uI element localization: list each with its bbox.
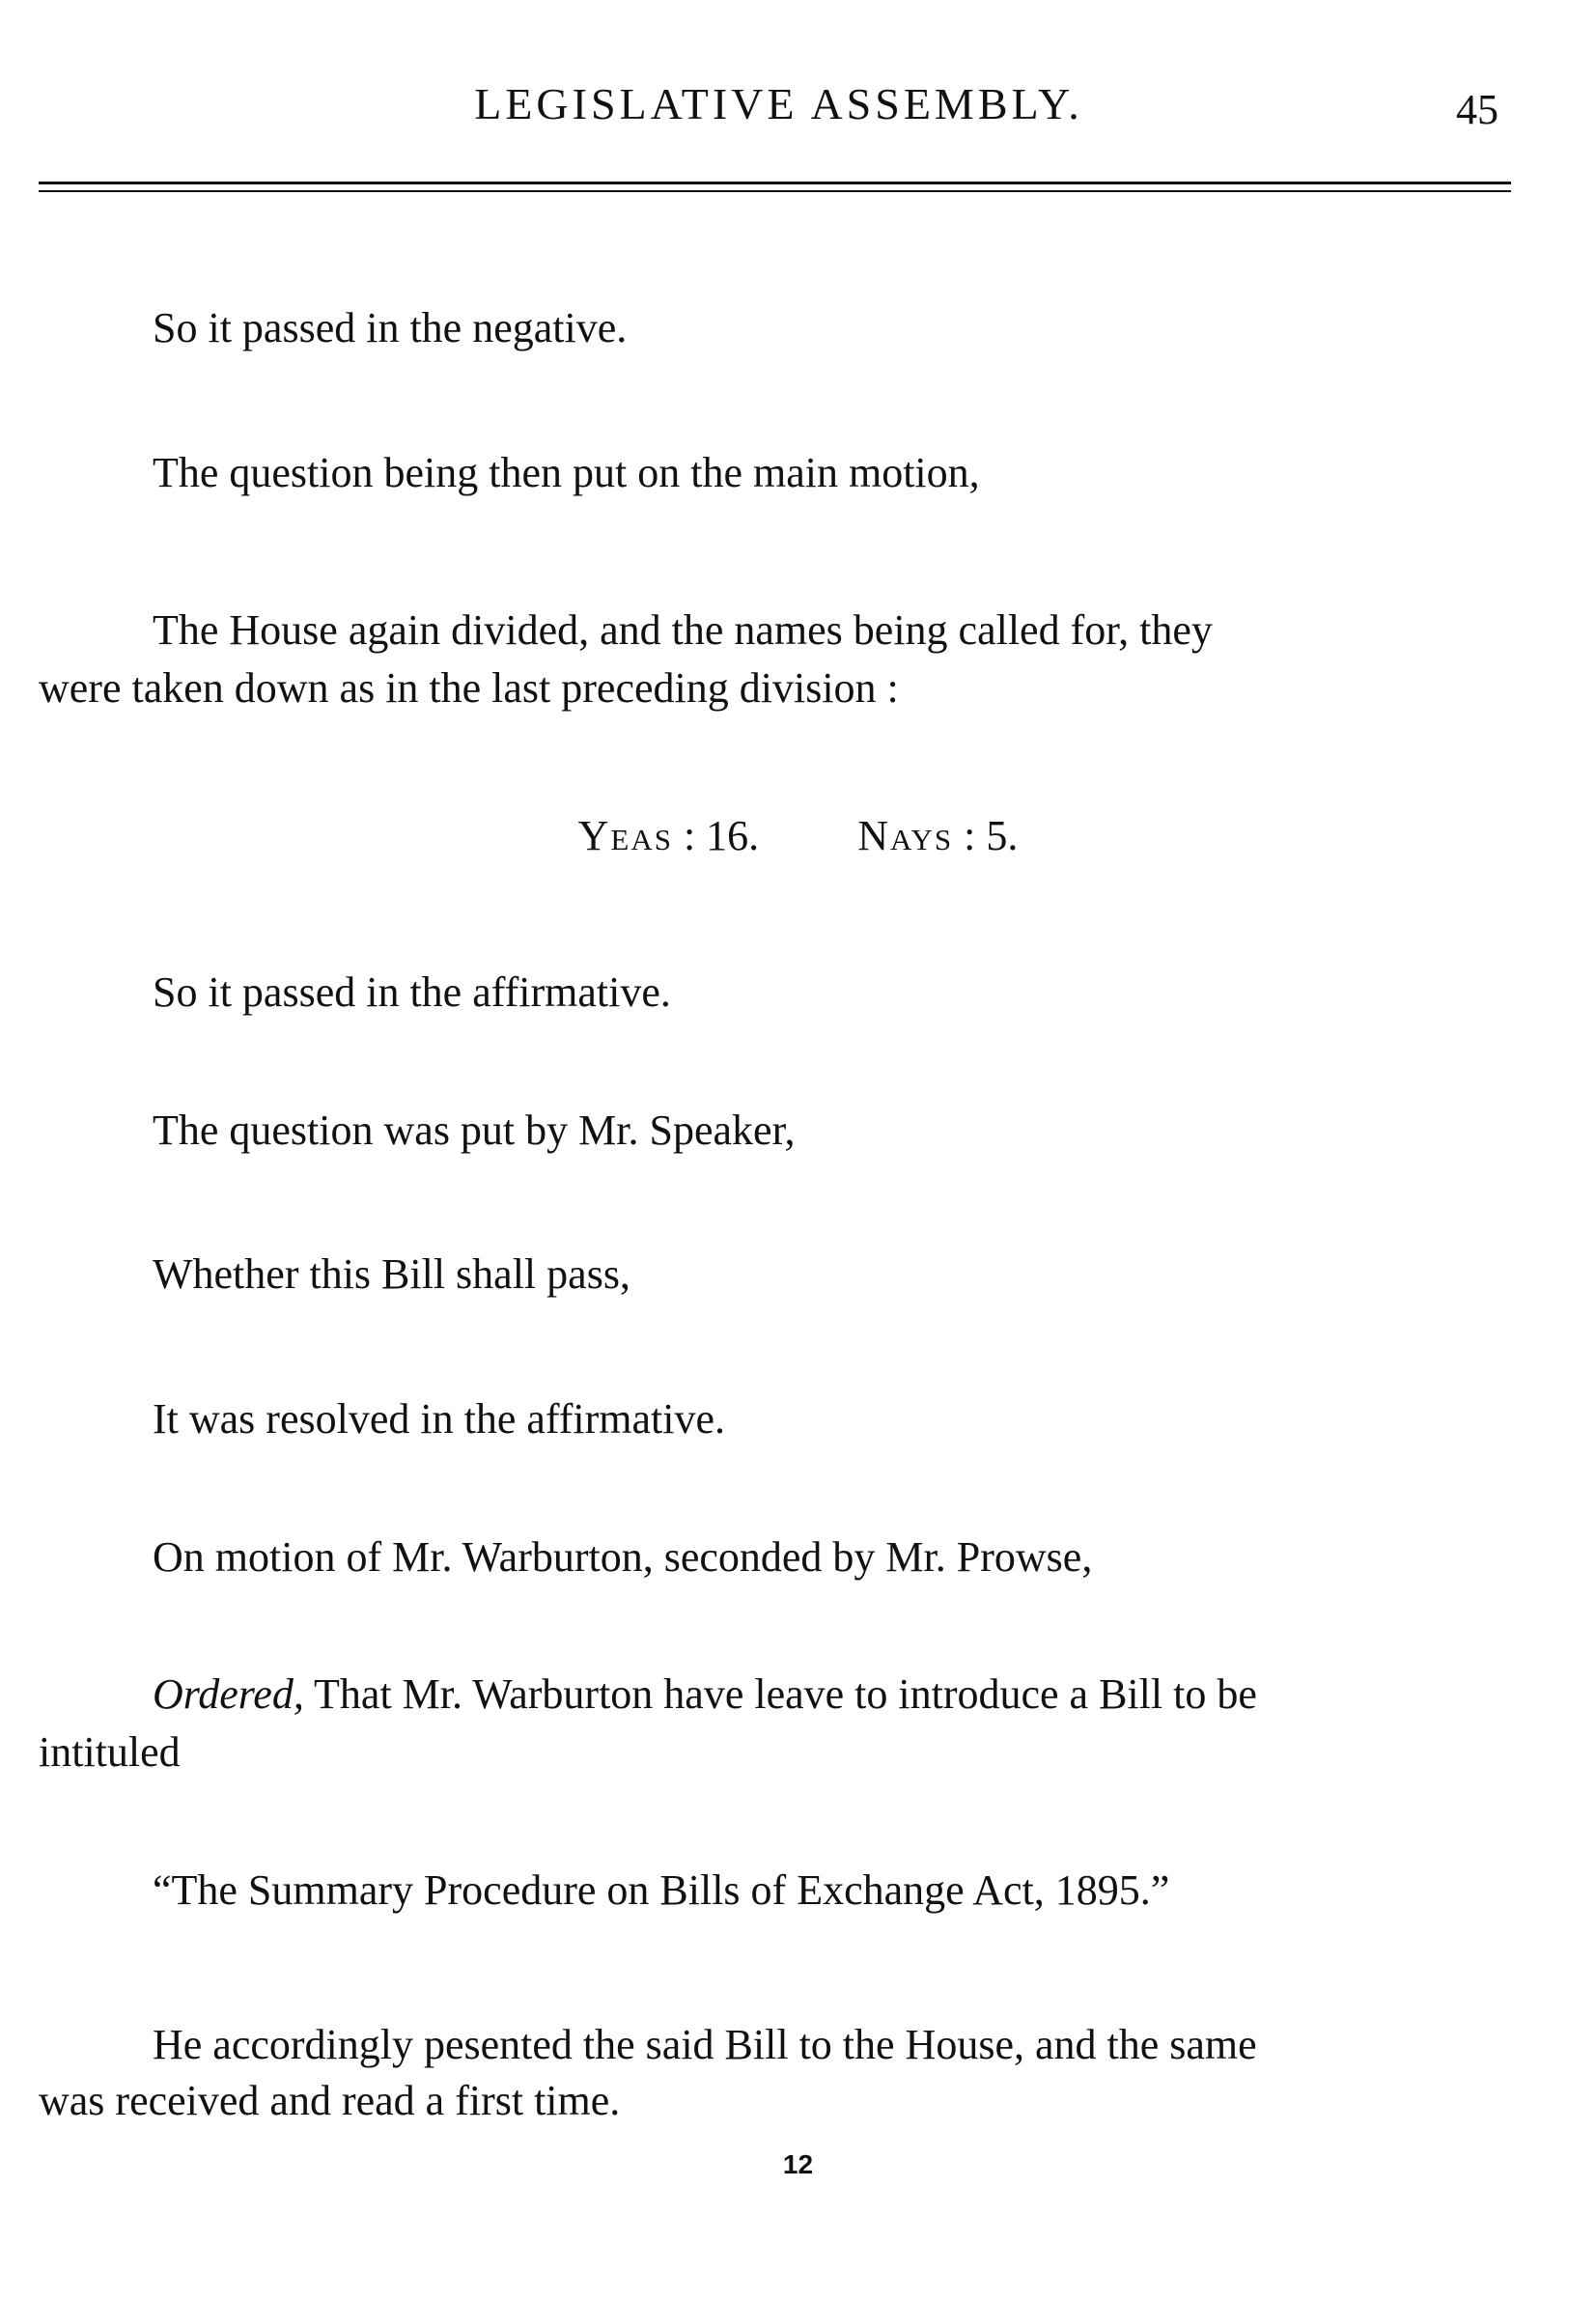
yeas-value: : 16. <box>683 812 760 859</box>
paragraph-ordered-line1 <box>153 1668 1257 1722</box>
ordered-word: Ordered, <box>153 1670 304 1718</box>
page-header-title <box>0 75 1596 133</box>
paragraph-negative: So it passed in the negative. <box>153 304 628 351</box>
presented-line1-text: He accordingly pesented the said Bill to the House, and the same <box>153 2021 1257 2068</box>
nays-label: Nays <box>857 812 954 859</box>
paragraph-resolved: It was resolved in the affirmative. <box>153 1395 725 1443</box>
printer-signature-mark: 12 <box>782 2149 814 2179</box>
paragraph-motion-warburton: On motion of Mr. Warburton, seconded by Mr. Prowse, <box>153 1533 1093 1581</box>
division-line1-text: The House again divided, and the names being called for, they <box>153 606 1213 654</box>
paragraph-act-title: “The Summary Procedure on Bills of Exchange Act, 1895.” <box>153 1866 1170 1914</box>
nays-value: : 5. <box>964 812 1019 859</box>
paragraph-division-line2: were taken down as in the last preceding division : <box>39 664 899 712</box>
ordered-rest: That Mr. Warburton have leave to introduce a Bill to be <box>314 1670 1257 1718</box>
paragraph-presented-line2: was received and read a first time. <box>39 2077 621 2124</box>
paragraph-main-motion: The question being then put on the main motion, <box>153 449 980 496</box>
header-title-text: LEGISLATIVE ASSEMBLY. <box>474 79 1083 128</box>
paragraph-division-line1 <box>153 603 1524 658</box>
yeas-label: Yeas <box>577 812 673 859</box>
page-number: 45 <box>1456 86 1498 133</box>
paragraph-affirmative: So it passed in the affirmative. <box>153 968 671 1016</box>
paragraph-ordered-line2: intituled <box>39 1728 181 1776</box>
paragraph-bill-pass: Whether this Bill shall pass, <box>153 1250 630 1298</box>
paragraph-presented-line1 <box>153 2018 1524 2072</box>
paragraph-question-speaker: The question was put by Mr. Speaker, <box>153 1107 796 1154</box>
vote-tally <box>0 809 1596 863</box>
header-rule-top <box>39 182 1511 184</box>
header-rule-bottom <box>39 190 1511 192</box>
